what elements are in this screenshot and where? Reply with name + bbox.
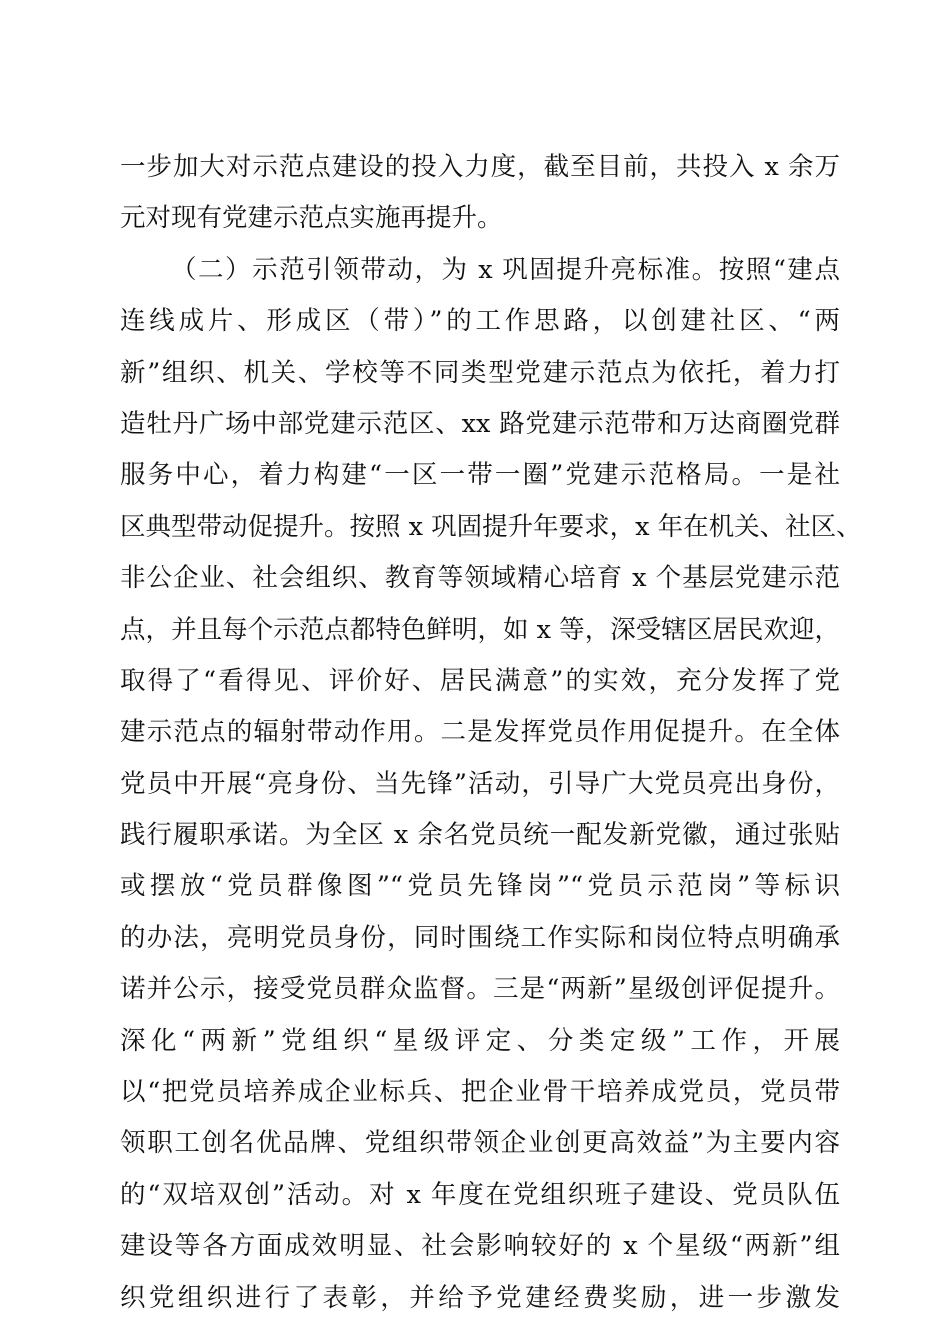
text-line: 服务中心，着力构建“一区一带一圈”党建示范格局。一是社: [120, 460, 840, 491]
text-line: 的办法，亮明党员身份，同时围绕工作实际和岗位特点明确承: [120, 922, 840, 953]
text-line: 非公企业、社会组织、教育等领域精心培育 x 个基层党建示范: [120, 563, 840, 594]
text-line: 取得了“看得见、评价好、居民满意”的实效，充分发挥了党: [120, 665, 840, 696]
text-line: 点，并且每个示范点都特色鲜明，如 x 等，深受辖区居民欢迎，: [120, 614, 840, 645]
text-line: 或摆放“党员群像图”“党员先锋岗”“党员示范岗”等标识: [120, 871, 840, 902]
document-body: [120, 142, 862, 1324]
text-line: 一步加大对示范点建设的投入力度，截至目前，共投入 x 余万: [120, 152, 840, 182]
text-line: 践行履职承诺。为全区 x 余名党员统一配发新党徽，通过张贴: [120, 820, 840, 851]
text-line: 建示范点的辐射带动作用。二是发挥党员作用促提升。在全体: [120, 717, 840, 748]
text-line: 连线成片、形成区（带）”的工作思路，以创建社区、“两: [120, 306, 840, 337]
text-line: 的“双培双创”活动。对 x 年度在党组织班子建设、党员队伍: [120, 1179, 840, 1210]
text-line: 建设等各方面成效明显、社会影响较好的 x 个星级“两新”组: [120, 1231, 840, 1262]
text-line: 区典型带动促提升。按照 x 巩固提升年要求，x 年在机关、社区、: [120, 511, 862, 542]
text-line: 深化“两新”党组织“星级评定、分类定级”工作，开展: [120, 1025, 840, 1056]
text-line: 以“把党员培养成企业标兵、把企业骨干培养成党员，党员带: [120, 1077, 840, 1108]
text-line: 诺并公示，接受党员群众监督。三是“两新”星级创评促提升。: [120, 974, 840, 1005]
text-line: 新”组织、机关、学校等不同类型党建示范点为依托，着力打: [120, 357, 840, 388]
text-line: 元对现有党建示范点实施再提升。: [120, 203, 503, 234]
section-heading-line: （二）示范引领带动，为 x 巩固提升亮标准。按照“建点: [171, 254, 840, 285]
text-line: 织党组织进行了表彰，并给予党建经费奖励，进一步激发: [120, 1282, 840, 1313]
text-line: 党员中开展“亮身份、当先锋”活动，引导广大党员亮出身份，: [120, 768, 840, 799]
text-line: 造牡丹广场中部党建示范区、xx 路党建示范带和万达商圈党群: [120, 408, 840, 439]
text-line: 领职工创名优品牌、党组织带领企业创更高效益”为主要内容: [120, 1128, 840, 1159]
